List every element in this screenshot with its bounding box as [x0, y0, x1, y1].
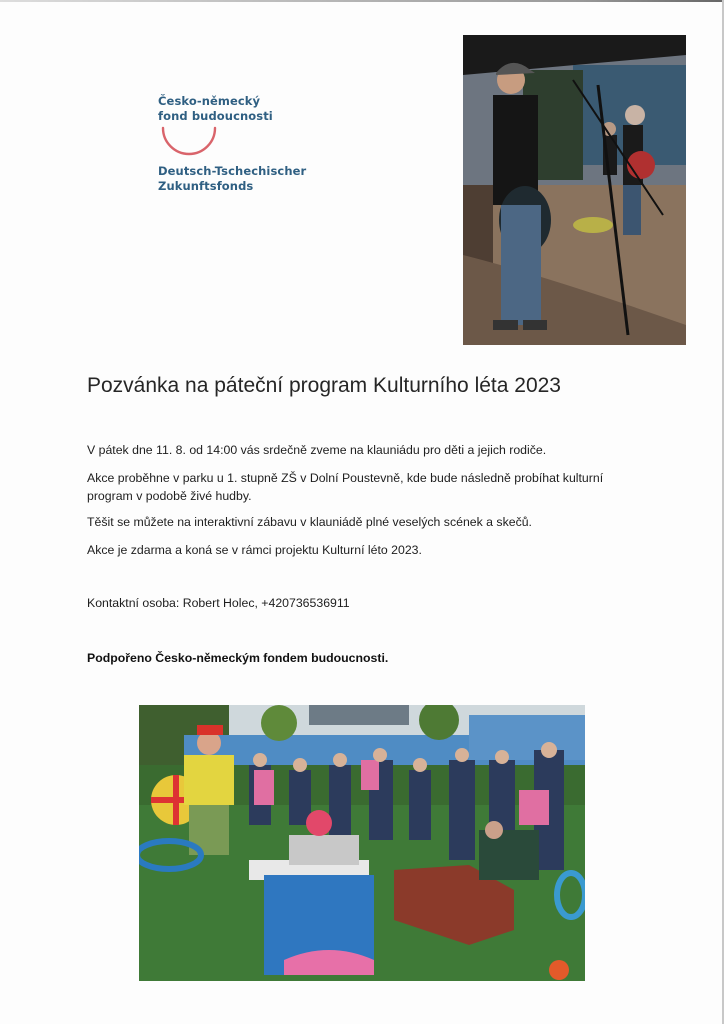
scan-edge: [0, 0, 724, 2]
paragraph-event-program: Těšit se můžete na interaktivní zábavu v klauniádě plné veselých scének a skečů.: [87, 515, 532, 529]
page-title: Pozvánka na páteční program Kulturního léta 2023: [87, 374, 561, 397]
logo-german-line-2: Zukunftsfonds: [158, 179, 254, 193]
paragraph-event-date: V pátek dne 11. 8. od 14:00 vás srdečně zveme na klauniádu pro děti a jejich rodiče.: [87, 443, 547, 457]
fund-logo: [158, 94, 358, 194]
band-photo: [463, 35, 686, 345]
paragraph-event-location: Akce proběhne v parku u 1. stupně ZŠ v Dolní Poustevně, kde bude následně probíhat kulturní program v podobě živé hudby.: [87, 471, 604, 503]
support-note: Podpořeno Česko-německým fondem budoucnosti.: [87, 651, 389, 665]
contact-info: Kontaktní osoba: Robert Holec, +420736536911: [87, 596, 350, 610]
logo-czech-line-2: fond budoucnosti: [158, 109, 273, 123]
smile-arc-icon: [160, 126, 220, 160]
logo-german-line-1: Deutsch-Tschechischer: [158, 164, 307, 178]
paragraph-event-free: Akce je zdarma a koná se v rámci projektu Kulturní léto 2023.: [87, 543, 422, 557]
kids-photo: [139, 705, 585, 981]
logo-czech-line-1: Česko-německý: [158, 94, 261, 108]
